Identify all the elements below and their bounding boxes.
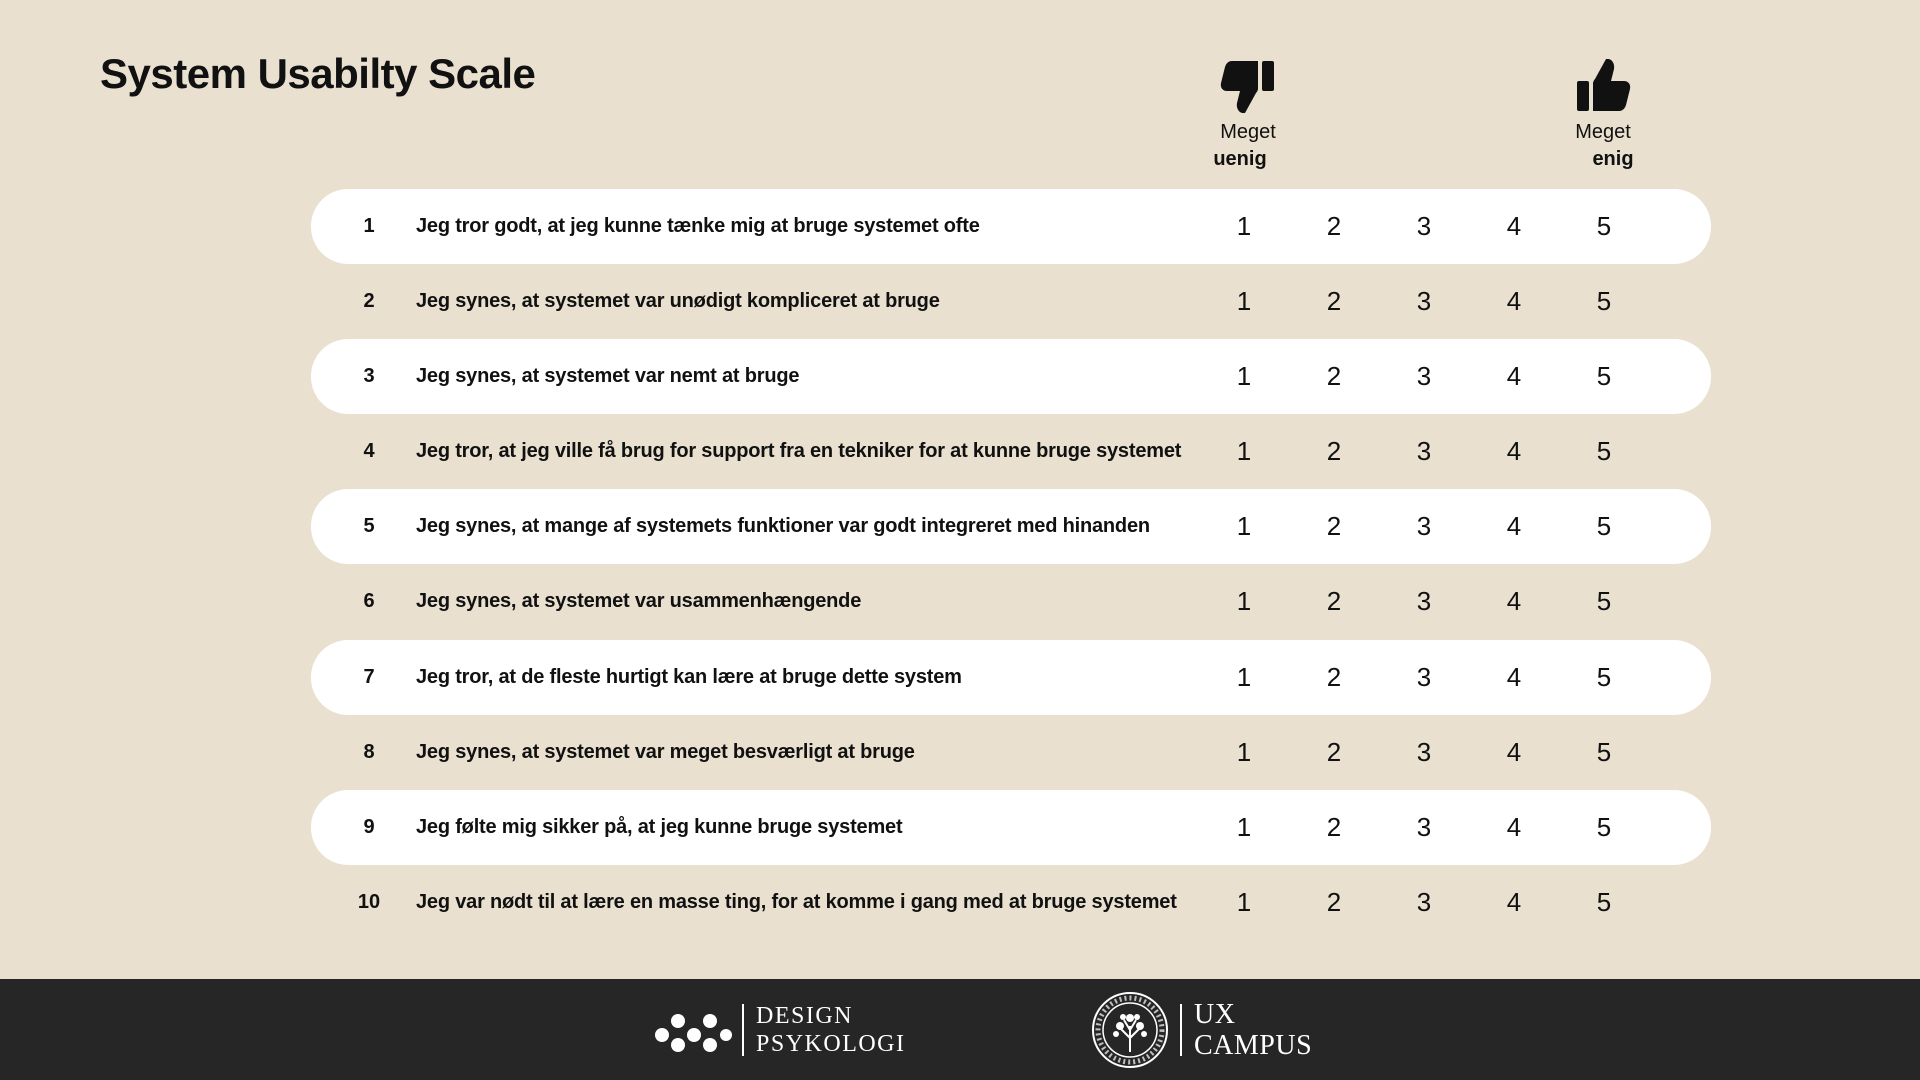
rating-option-2[interactable]: 2	[1326, 661, 1342, 692]
question-number: 1	[363, 215, 375, 237]
rating-option-5[interactable]: 5	[1596, 436, 1612, 467]
question-number: 3	[363, 365, 375, 388]
logo1-line2: PSYKOLOGI	[756, 1030, 906, 1057]
rating-option-5[interactable]: 5	[1596, 886, 1612, 917]
ux-campus-logo	[1090, 979, 1312, 1080]
rating-option-4[interactable]: 4	[1506, 286, 1522, 317]
rating-option-5[interactable]: 5	[1596, 361, 1612, 392]
rating-option-3[interactable]: 3	[1416, 661, 1432, 692]
question-text: Jeg følte mig sikker på, at jeg kunne bruge systemet	[416, 815, 903, 838]
scale-low-line1: Meget	[1220, 121, 1276, 143]
rating-option-3[interactable]: 3	[1416, 736, 1432, 767]
rating-options	[1199, 640, 1649, 715]
rating-option-5[interactable]: 5	[1596, 586, 1612, 617]
rating-option-1[interactable]: 1	[1236, 286, 1252, 317]
scale-high-label	[1548, 55, 1658, 173]
rating-option-3[interactable]: 3	[1416, 211, 1432, 241]
rating-option-4[interactable]: 4	[1506, 586, 1522, 617]
question-row	[311, 790, 1711, 865]
rating-option-4[interactable]: 4	[1506, 736, 1522, 767]
question-text: Jeg synes, at mange af systemets funktioner var godt integreret med hinanden	[416, 515, 1150, 538]
thumbs-down-icon	[1218, 55, 1278, 117]
question-number: 8	[363, 740, 375, 763]
rating-option-3[interactable]: 3	[1416, 511, 1432, 542]
rating-options	[1199, 339, 1649, 414]
question-number: 10	[357, 890, 381, 913]
rating-option-5[interactable]: 5	[1596, 661, 1612, 692]
question-row	[311, 414, 1711, 489]
question-row	[311, 339, 1711, 414]
rating-option-1[interactable]: 1	[1236, 811, 1252, 842]
rating-options	[1199, 564, 1649, 639]
rating-option-1[interactable]: 1	[1236, 361, 1252, 392]
question-text: Jeg var nødt til at lære en masse ting, for at komme i gang med at bruge systemet	[416, 890, 1177, 913]
rating-option-5[interactable]: 5	[1596, 511, 1612, 542]
rating-option-1[interactable]: 1	[1236, 511, 1252, 542]
rating-option-2[interactable]: 2	[1326, 586, 1342, 617]
rating-option-1[interactable]: 1	[1236, 736, 1252, 767]
rating-option-4[interactable]: 4	[1506, 511, 1522, 542]
question-number: 4	[363, 440, 375, 463]
rating-option-4[interactable]: 4	[1506, 436, 1522, 467]
thumbs-up-icon	[1573, 55, 1633, 117]
logo2-line1: UX	[1194, 998, 1236, 1030]
rating-option-1[interactable]: 1	[1236, 436, 1252, 467]
question-number: 6	[363, 590, 375, 613]
rating-option-1[interactable]: 1	[1236, 211, 1252, 241]
rating-option-2[interactable]: 2	[1326, 436, 1342, 467]
scale-low-line2: uenig	[1213, 148, 1267, 170]
rating-option-1[interactable]: 1	[1236, 886, 1252, 917]
rating-option-2[interactable]: 2	[1326, 811, 1342, 842]
question-row	[311, 189, 1711, 264]
question-row	[311, 715, 1711, 790]
logo2-line2: CAMPUS	[1194, 1029, 1313, 1061]
question-row	[311, 865, 1711, 940]
design-psykologi-logo	[654, 979, 906, 1080]
scale-high-line2: enig	[1592, 148, 1634, 170]
rating-options	[1199, 715, 1649, 790]
question-row	[311, 640, 1711, 715]
ux-campus-wordmark	[1194, 999, 1312, 1061]
rating-option-5[interactable]: 5	[1596, 286, 1612, 317]
rating-options	[1199, 790, 1649, 865]
question-text: Jeg synes, at systemet var meget besværligt at bruge	[416, 740, 915, 763]
dots-logo-icon	[654, 1005, 732, 1055]
question-text: Jeg tror, at de fleste hurtigt kan lære at bruge dette system	[416, 665, 962, 688]
rating-options	[1199, 264, 1649, 339]
design-psykologi-wordmark	[756, 1002, 906, 1058]
rating-option-1[interactable]: 1	[1236, 586, 1252, 617]
question-text: Jeg synes, at systemet var usammenhængende	[416, 590, 862, 613]
rating-option-3[interactable]: 3	[1416, 586, 1432, 617]
rating-option-3[interactable]: 3	[1416, 361, 1432, 392]
rating-option-2[interactable]: 2	[1326, 211, 1342, 241]
rating-option-3[interactable]: 3	[1416, 436, 1432, 467]
page-title: System Usabilty Scale	[100, 50, 536, 97]
rating-option-2[interactable]: 2	[1326, 511, 1342, 542]
footer	[0, 979, 1920, 1080]
question-number: 7	[363, 665, 375, 688]
question-list	[311, 189, 1711, 940]
question-number: 9	[363, 815, 375, 838]
rating-option-4[interactable]: 4	[1506, 661, 1522, 692]
rating-option-2[interactable]: 2	[1326, 286, 1342, 317]
rating-option-3[interactable]: 3	[1416, 811, 1432, 842]
rating-options	[1199, 414, 1649, 489]
rating-options	[1199, 189, 1649, 264]
rating-option-5[interactable]: 5	[1596, 211, 1612, 241]
seal-tree-icon	[1090, 990, 1170, 1070]
question-row	[311, 489, 1711, 564]
rating-option-5[interactable]: 5	[1596, 736, 1612, 767]
rating-option-2[interactable]: 2	[1326, 361, 1342, 392]
question-text: Jeg synes, at systemet var nemt at bruge	[416, 365, 800, 388]
rating-option-5[interactable]: 5	[1596, 811, 1612, 842]
question-row	[311, 264, 1711, 339]
rating-option-2[interactable]: 2	[1326, 886, 1342, 917]
rating-option-3[interactable]: 3	[1416, 286, 1432, 317]
question-text: Jeg synes, at systemet var unødigt kompliceret at bruge	[416, 290, 940, 313]
rating-option-3[interactable]: 3	[1416, 886, 1432, 917]
logo-divider	[742, 1004, 744, 1056]
logo-divider	[1180, 1004, 1182, 1056]
scale-high-line1: Meget	[1575, 121, 1631, 143]
scale-low-label	[1193, 55, 1303, 173]
question-text: Jeg tror, at jeg ville få brug for support fra en tekniker for at kunne bruge systemet	[416, 440, 1182, 463]
question-row	[311, 564, 1711, 639]
question-text: Jeg tror godt, at jeg kunne tænke mig at bruge systemet ofte	[416, 215, 980, 237]
logo1-line1: DESIGN	[756, 1002, 853, 1029]
rating-options	[1199, 865, 1649, 940]
rating-option-4[interactable]: 4	[1506, 211, 1522, 241]
rating-option-4[interactable]: 4	[1506, 811, 1522, 842]
question-number: 5	[363, 515, 375, 538]
rating-option-4[interactable]: 4	[1506, 886, 1522, 917]
rating-option-4[interactable]: 4	[1506, 361, 1522, 392]
question-number: 2	[363, 290, 375, 313]
rating-options	[1199, 489, 1649, 564]
rating-option-1[interactable]: 1	[1236, 661, 1252, 692]
rating-option-2[interactable]: 2	[1326, 736, 1342, 767]
